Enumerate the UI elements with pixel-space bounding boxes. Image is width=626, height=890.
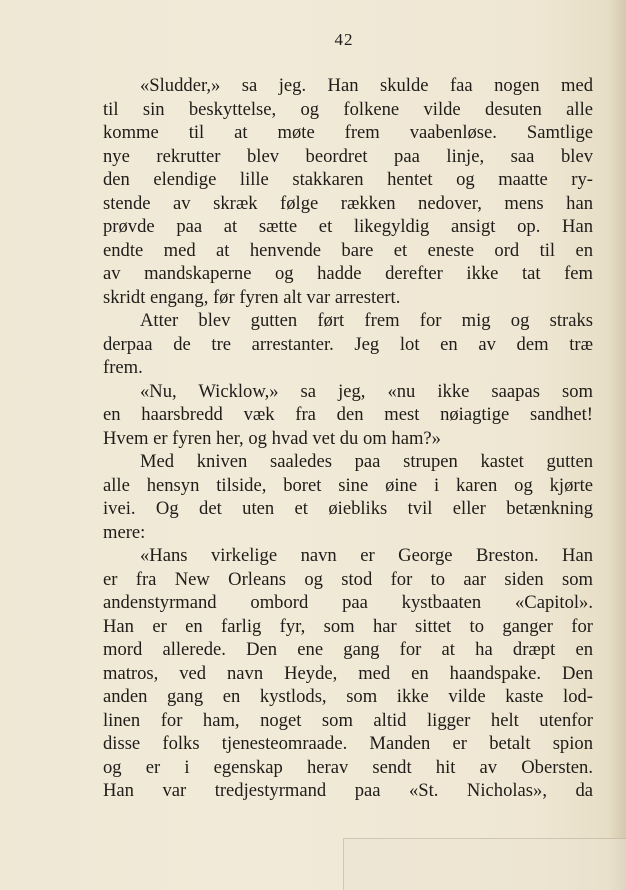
text-line: endte med at henvende bare et eneste ord til en: [103, 239, 593, 261]
text-line: matros, ved navn Heyde, med en haandspake. Den: [103, 662, 593, 684]
text-line: alle hensyn tilside, boret sine øine i karen og kjørte: [103, 474, 593, 496]
text-line: andenstyrmand ombord paa kystbaaten «Capitol».: [103, 592, 593, 613]
text-line: mere:: [103, 521, 146, 543]
text-line: frem.: [103, 357, 143, 378]
text-line: mord allerede. Den ene gang for at ha dræpt en: [103, 639, 593, 660]
text-line: nye rekrutter blev beordret paa linje, saa blev: [103, 145, 593, 167]
text-line: Atter blev gutten ført frem for mig og straks: [140, 310, 593, 331]
text-line: prøvde paa at sætte et likegyldig ansigt op. Han: [103, 216, 593, 237]
body-text: [103, 74, 593, 803]
text-line: derpaa de tre arrestanter. Jeg lot en av dem træ: [103, 333, 593, 355]
text-line: anden gang en kystlods, som ikke vilde kaste lod-: [103, 686, 593, 707]
text-line: den elendige lille stakkaren hentet og maatte ry-: [103, 169, 593, 190]
text-line: ivei. Og det uten et øiebliks tvil eller betænkning: [103, 498, 593, 519]
text-line: er fra New Orleans og stod for to aar siden som: [103, 568, 593, 590]
text-line: stende av skræk følge rækken nedover, mens han: [103, 192, 593, 214]
scan-corner-mark: [343, 838, 626, 890]
text-line: Han er en farlig fyr, som har sittet to ganger for: [103, 615, 593, 637]
text-line: «Hans virkelige navn er George Breston. Han: [140, 545, 593, 566]
text-line: «Nu, Wicklow,» sa jeg, «nu ikke saapas som: [140, 380, 593, 402]
text-line: av mandskaperne og hadde derefter ikke tat fem: [103, 263, 593, 284]
text-line: komme til at møte frem vaabenløse. Samtlige: [103, 122, 593, 143]
text-line: disse folks tjenesteomraade. Manden er betalt spion: [103, 733, 593, 754]
text-line: Han var tredjestyrmand paa «St. Nicholas», da: [103, 780, 593, 801]
text-line: Med kniven saaledes paa strupen kastet gutten: [140, 451, 593, 472]
text-line: til sin beskyttelse, og folkene vilde desuten alle: [103, 98, 593, 120]
text-line: Hvem er fyren her, og hvad vet du om ham?»: [103, 427, 441, 449]
text-line: og er i egenskap herav sendt hit av Obersten.: [103, 756, 593, 778]
text-line: linen for ham, noget som altid ligger helt utenfor: [103, 709, 593, 731]
text-line: en haarsbredd væk fra den mest nøiagtige sandhet!: [103, 404, 593, 425]
text-line: skridt engang, før fyren alt var arrestert.: [103, 286, 401, 308]
text-line: «Sludder,» sa jeg. Han skulde faa nogen med: [140, 75, 593, 96]
page-number: 42: [334, 30, 354, 49]
page-edge-shadow: [608, 0, 626, 890]
